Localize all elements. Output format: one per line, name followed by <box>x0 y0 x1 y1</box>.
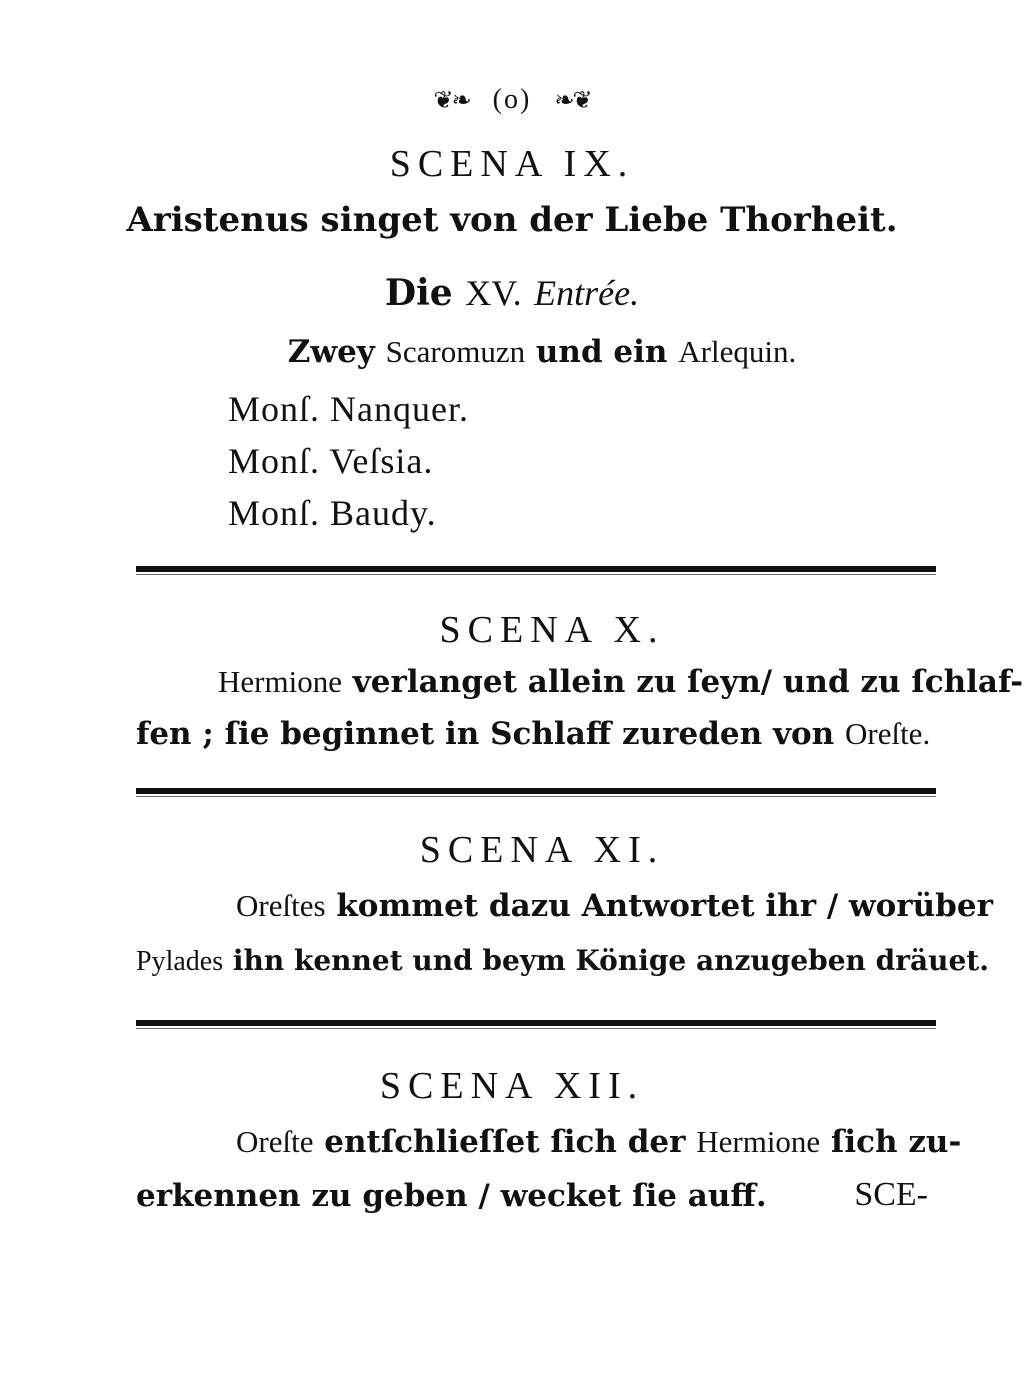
scene-12-line-1b: entſchlieſſet ſich der <box>324 1124 686 1160</box>
scene-10-line-1b: verlanget allein zu ſeyn/ und zu ſchlaf- <box>352 664 1024 700</box>
section-rule <box>136 1020 936 1026</box>
scene-12-line-1a: Oreſte <box>236 1124 314 1159</box>
section-rule <box>136 788 936 794</box>
catchword: SCE- <box>854 1176 928 1213</box>
scene-11-title: SCENA XI. <box>419 829 665 871</box>
dancer-name: Monſ. Nanquer. <box>228 389 469 429</box>
scene-10-line-1 <box>218 664 1023 700</box>
dancers-intro <box>30 334 1024 370</box>
scene-12-line-1c: Hermione <box>696 1124 821 1159</box>
scene-12-line-1 <box>236 1124 961 1160</box>
entree-heading <box>0 272 1024 314</box>
scene-10-line-2b: Oreſte. <box>844 716 931 751</box>
scene-11-line-2 <box>136 944 989 978</box>
entree-word: Entrée. <box>534 273 640 313</box>
page-header <box>0 84 1024 116</box>
scene-10-line-2 <box>136 716 930 752</box>
scene-11-line-2a: Pylades <box>136 946 224 977</box>
dancers-intro-d: Arlequin. <box>678 334 797 369</box>
dancers-intro-c: und ein <box>535 334 668 370</box>
ornament-left-icon: ❦❧ <box>433 88 470 114</box>
dancer-name: Monſ. Baudy. <box>228 493 437 533</box>
scene-11-line-1 <box>236 888 993 924</box>
scene-10-line-2a: fen ; ſie beginnet in Schlaff zureden von <box>136 716 835 752</box>
scene-9-title: SCENA IX. <box>389 143 635 185</box>
page-marker: (o) <box>492 84 532 115</box>
scene-11-line-1b: kommet dazu Antwortet ihr / worüber <box>336 888 993 924</box>
dancer-name: Monſ. Veſsia. <box>228 441 434 481</box>
scene-9-description: Aristenus singet von der Liebe Thorheit. <box>126 200 898 240</box>
scene-12-line-1d: ſich zu- <box>831 1124 962 1160</box>
scene-11-line-2b: ihn kennet und beym Könige anzugeben dräuet. <box>232 944 989 977</box>
scene-12-line-2: erkennen zu geben / wecket ſie auff. <box>136 1178 767 1214</box>
dancers-intro-b: Scaromuzn <box>385 334 526 369</box>
scene-10-line-1a: Hermione <box>218 664 342 699</box>
scene-12-title: SCENA XII. <box>379 1065 645 1107</box>
dancers-intro-a: Zwey <box>287 334 375 370</box>
section-rule <box>136 566 936 572</box>
scene-10-title: SCENA X. <box>439 609 665 651</box>
scene-11-line-1a: Oreſtes <box>236 888 326 923</box>
entree-prefix: Die <box>384 272 453 314</box>
ornament-right-icon: ❧❦ <box>554 88 591 114</box>
entree-number: XV. <box>465 273 522 313</box>
